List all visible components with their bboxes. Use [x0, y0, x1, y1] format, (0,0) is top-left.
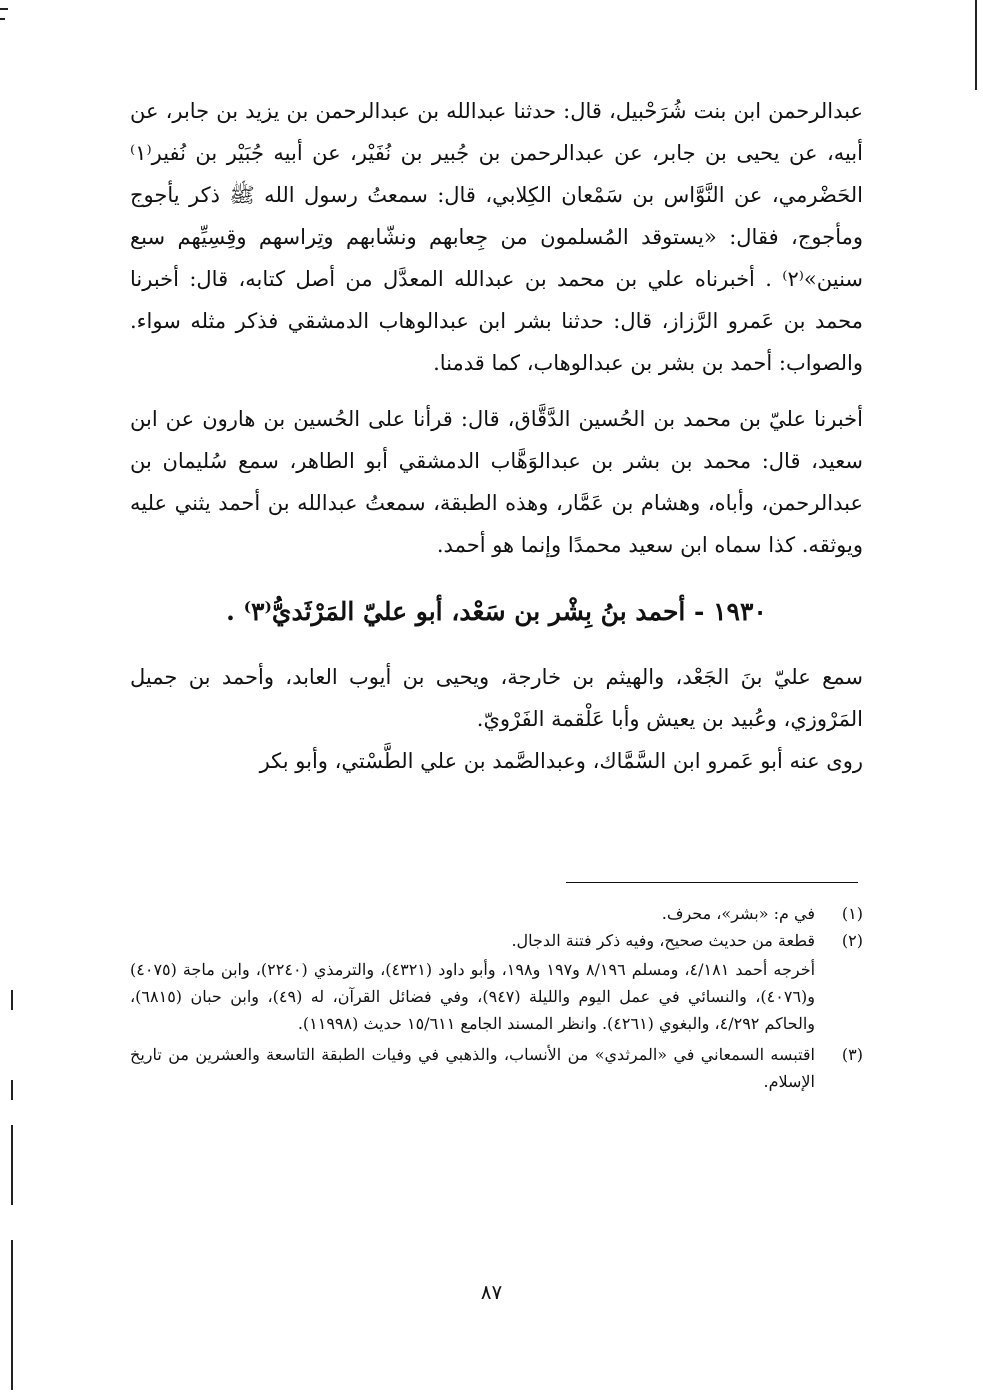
scan-mark-top-left	[0, 8, 8, 10]
footnotes	[130, 900, 863, 1095]
footnote-1	[130, 900, 863, 927]
paragraph: سمع عليّ بنَ الجَعْد، والهيثم بن خارجة، ويحيى بن أيوب العابد، وأحمد بن جميل المَرْوزي، وعُبيد بن يعيش وأبا عَلْقمة الفَرْويّ.	[130, 665, 863, 731]
scan-mark-top-left	[0, 18, 5, 20]
main-text	[130, 90, 863, 782]
scan-mark-left-edge	[11, 1240, 13, 1390]
footnote-number: (٢)	[841, 931, 863, 950]
footnote-text: في م: «بشر»، محرف.	[661, 904, 815, 923]
paragraph: عبدالرحمن ابن بنت شُرَحْبيل، قال: حدثنا عبدالله بن عبدالرحمن بن يزيد بن جابر، عن أبيه، عن يحيى بن جابر، عن عبدالرحمن بن جُبير بن نُفَيْر، عن أبيه جُبَيْر بن نُفير⁽١⁾ الحَضْرمي، عن النَّوَّاس بن سَمْعان الكِلابي، قال: سمعتُ رسول الله ﷺ ذكر يأجوج ومأجوج، فقال: «يستوقد المُسلمون من جِعابهم ونشّابهم وتِراسهم وقِسِيِّهم سبع سنين»⁽٢⁾ . أخبرناه علي بن محمد بن عبدالله المعدَّل من أصل كتابه، قال: أخبرنا محمد بن عَمرو الرَّزاز، قال: حدثنا بشر ابن عبدالوهاب الدمشقي فذكر مثله سواء. والصواب: أحمد بن بشر بن عبدالوهاب، كما قدمنا.	[130, 99, 863, 375]
footnote-2	[130, 927, 863, 954]
footnote-3	[130, 1041, 863, 1095]
paragraph: أخبرنا عليّ بن محمد بن الحُسين الدَّقَّاق، قال: قرأنا على الحُسين بن هارون عن ابن سعيد، قال: محمد بن بشر بن عبدالوَهَّاب الدمشقي أبو الطاهر، سمع سُليمان بن عبدالرحمن، وأباه، وهشام بن عَمَّار، وهذه الطبقة، سمعتُ عبدالله بن أحمد يثني عليه ويوثقه. كذا سماه ابن سعيد محمدًا وإنما هو أحمد.	[130, 407, 863, 557]
scan-mark-right-edge	[975, 0, 977, 90]
scan-mark-left-edge	[11, 1125, 13, 1205]
footnote-separator	[566, 882, 858, 883]
footnote-text: قطعة من حديث صحيح، وفيه ذكر فتنة الدجال.	[511, 931, 815, 950]
footnote-text: اقتبسه السمعاني في «المرثدي» من الأنساب، والذهبي في وفيات الطبقة التاسعة والعشرين من تاريخ الإسلام.	[130, 1045, 815, 1091]
scan-mark-left-edge	[11, 990, 13, 1010]
page-number: ٨٧	[480, 1280, 503, 1304]
footnote-2-detail: أخرجه أحمد ٤/١٨١، ومسلم ٨/١٩٦ و١٩٧ و١٩٨، وأبو داود (٤٣٢١)، والترمذي (٢٢٤٠)، وابن ماجة (٤٠٧٥) و(٤٠٧٦)، والنسائي في عمل اليوم والليلة (٩٤٧)، وفي فضائل القرآن، له (٤٩)، وابن حبان (٦٨١٥)، والحاكم ٤/٢٩٢، والبغوي (٤٢٦١). وانظر المسند الجامع ١٥/٦١١ حديث (١١٩٩٨).	[130, 960, 816, 1033]
footnote-number: (١)	[841, 904, 863, 923]
footnote-number: (٣)	[841, 1045, 863, 1064]
paragraph: روى عنه أبو عَمرو ابن السَّمَّاك، وعبدالصَّمد بن علي الطَّسْتي، وأبو بكر	[259, 749, 863, 773]
entry-heading: ١٩٣٠ - أحمد بنُ بِشْر بن سَعْد، أبو عليّ المَرْثَديُّ⁽٣⁾ .	[226, 597, 767, 626]
scan-mark-left-edge	[11, 1080, 13, 1100]
